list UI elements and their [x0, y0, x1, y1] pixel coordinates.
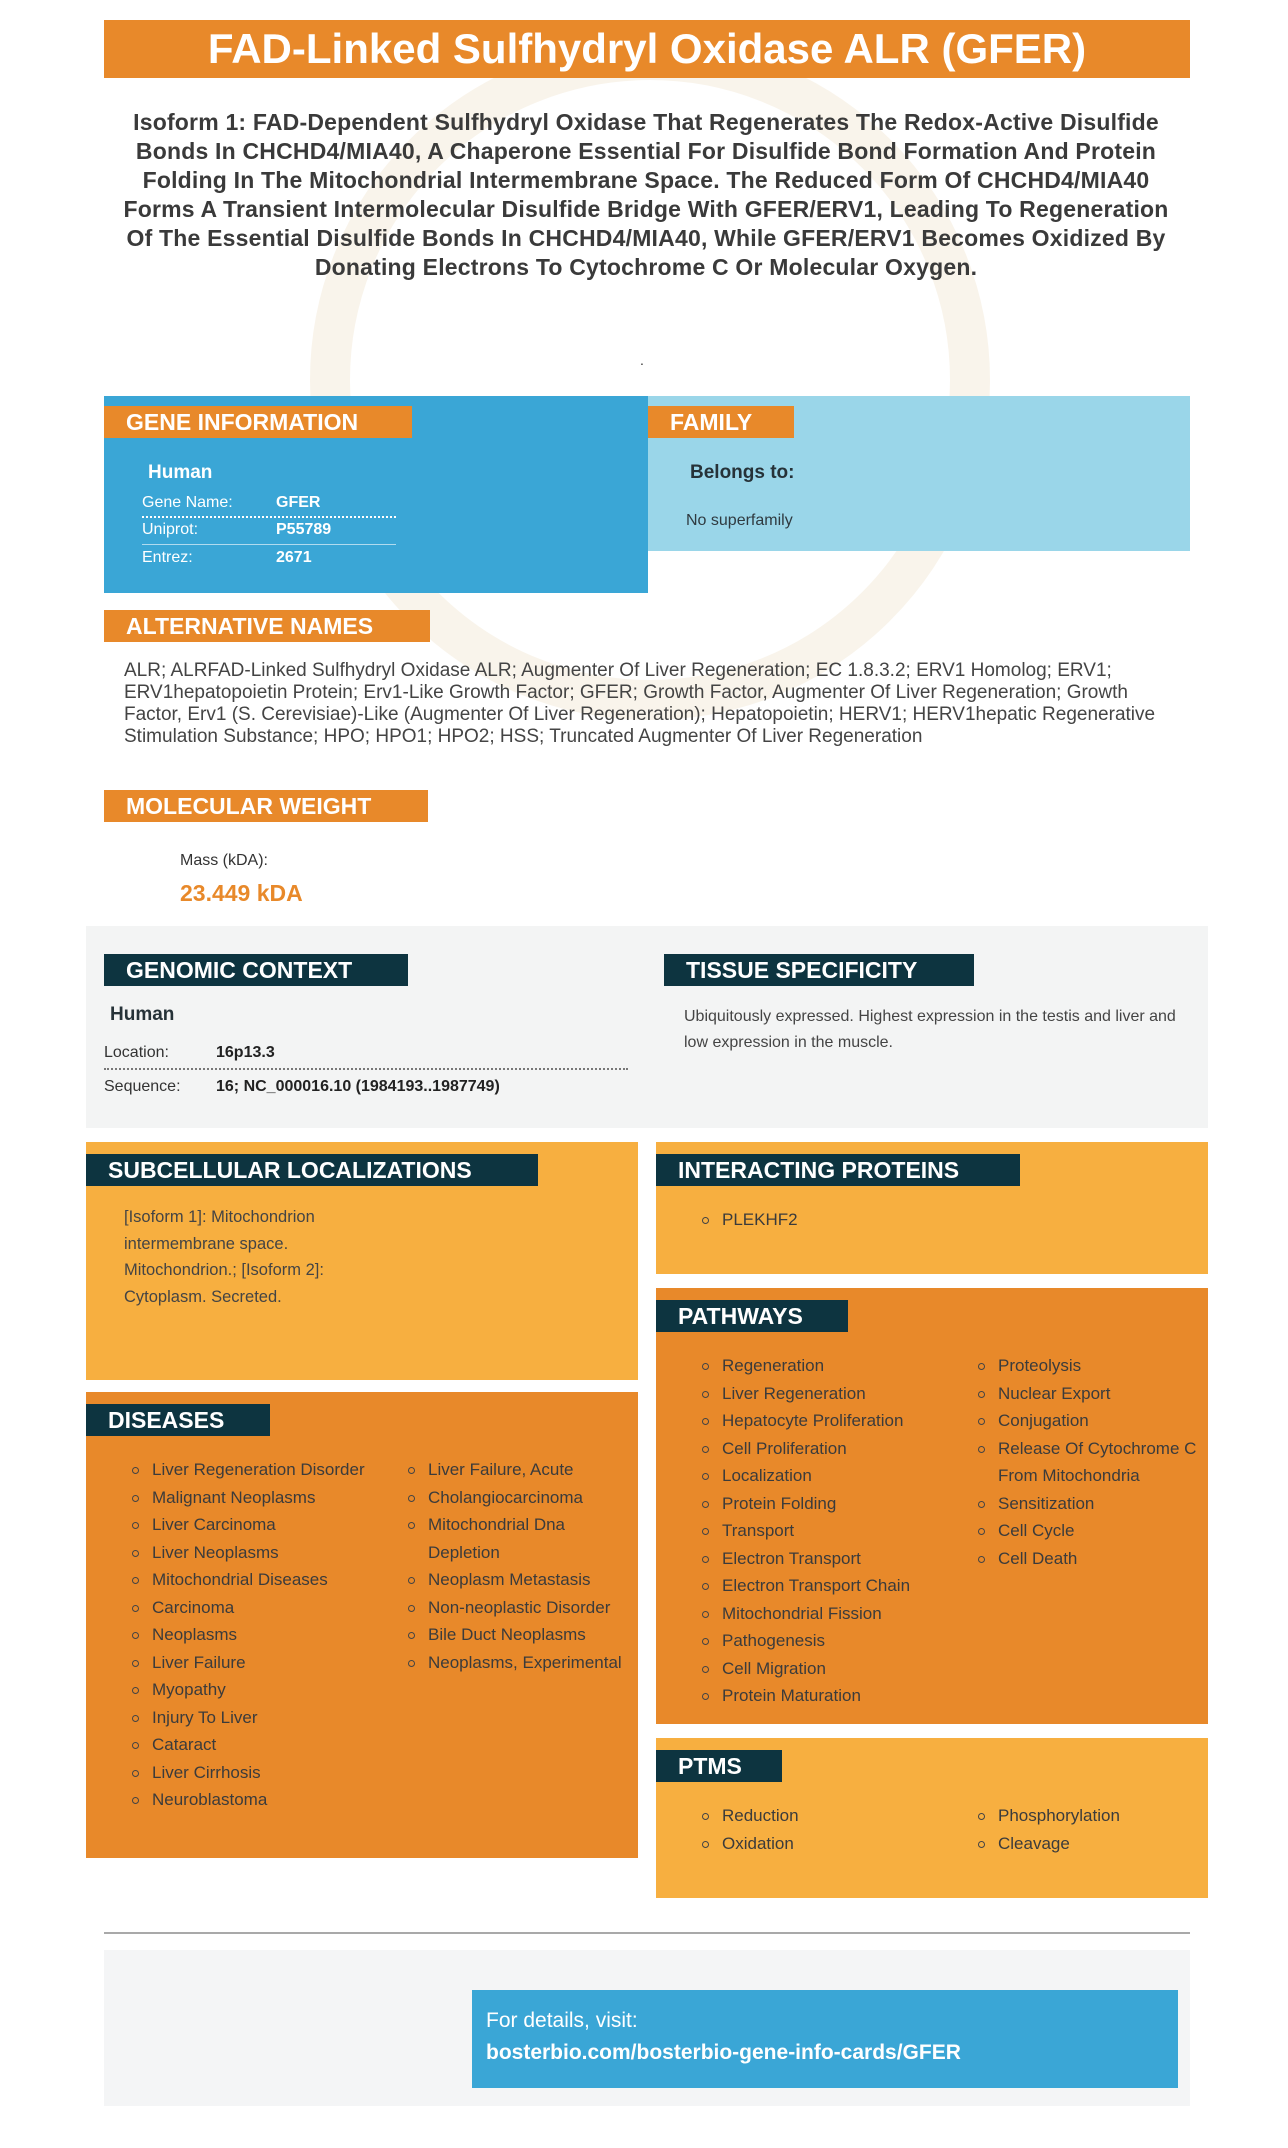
- subcellular-heading: SUBCELLULAR LOCALIZATIONS: [86, 1154, 538, 1186]
- list-item: Neuroblastoma: [128, 1786, 372, 1814]
- ptms-panel: [656, 1738, 1208, 1898]
- list-item: Conjugation: [974, 1407, 1198, 1435]
- family-belongs-label: Belongs to:: [690, 462, 795, 483]
- diseases-heading: DISEASES: [86, 1404, 270, 1436]
- location-divider: [104, 1068, 628, 1070]
- list-item: Electron Transport Chain: [698, 1572, 950, 1600]
- family-heading: FAMILY: [648, 406, 794, 438]
- subcellular-panel: [86, 1142, 638, 1380]
- list-item: Reduction: [698, 1802, 950, 1830]
- tissue-specificity-text: Ubiquitously expressed. Highest expression in the testis and liver and low expression in the muscle.: [684, 1008, 1176, 1051]
- list-item: Carcinoma: [128, 1594, 372, 1622]
- list-item: Liver Regeneration: [698, 1380, 950, 1408]
- interacting-proteins-panel: [656, 1142, 1208, 1274]
- pathways-heading: PATHWAYS: [656, 1300, 848, 1332]
- pathways-list-col1: [698, 1352, 950, 1710]
- page-title: FAD-Linked Sulfhydryl Oxidase ALR (GFER): [104, 20, 1190, 78]
- list-item: Neoplasm Metastasis: [404, 1566, 628, 1594]
- gene-name-label: Gene Name:: [142, 494, 233, 511]
- gene-information-heading: GENE INFORMATION: [104, 406, 412, 438]
- list-item: Injury To Liver: [128, 1704, 372, 1732]
- list-item: Release Of Cytochrome C From Mitochondria: [974, 1435, 1198, 1490]
- list-item: Oxidation: [698, 1830, 950, 1858]
- mass-value: 23.449 kDA: [180, 880, 303, 906]
- list-item: Regeneration: [698, 1352, 950, 1380]
- list-item: Cell Proliferation: [698, 1435, 950, 1463]
- entrez-label: Entrez:: [142, 549, 193, 566]
- footer-divider: [104, 1932, 1190, 1934]
- pathways-list-col2: [974, 1352, 1198, 1572]
- list-item: Liver Regeneration Disorder: [128, 1456, 372, 1484]
- list-item: Localization: [698, 1462, 950, 1490]
- list-item: Protein Folding: [698, 1490, 950, 1518]
- footer-details-label: For details, visit:: [486, 2009, 638, 2032]
- family-panel: [648, 396, 1190, 551]
- interacting-proteins-heading: INTERACTING PROTEINS: [656, 1154, 1020, 1186]
- list-item: Cataract: [128, 1731, 372, 1759]
- uniprot-divider: [142, 544, 396, 545]
- list-item: Transport: [698, 1517, 950, 1545]
- list-item: Nuclear Export: [974, 1380, 1198, 1408]
- gene-information-panel: [104, 396, 648, 593]
- mass-label: Mass (kDA):: [180, 852, 268, 869]
- entrez-value[interactable]: 2671: [276, 549, 312, 566]
- genomic-organism: Human: [110, 1004, 175, 1025]
- list-item: Pathogenesis: [698, 1627, 950, 1655]
- list-item: Sensitization: [974, 1490, 1198, 1518]
- list-item: Non-neoplastic Disorder: [404, 1594, 628, 1622]
- list-item: Cell Migration: [698, 1655, 950, 1683]
- alternative-names-text: ALR; ALRFAD-Linked Sulfhydryl Oxidase ALR; Augmenter Of Liver Regeneration; EC 1.8.3.2; ERV1 Homolog; ERV1; ERV1hepatopoietin Protein; Erv1-Like Growth Factor; GFER; Growth Factor, Augmenter Of Liver Regeneration; Growth Factor, Erv1 (S. Cerevisiae)-Like (Augmenter Of Liver Regeneration); Hepatopoietin; HERV1; HERV1hepatic Regenerative Stimulation Substance; HPO; HPO1; HPO2; HSS; Truncated Augmenter Of Liver Regeneration: [124, 660, 1156, 747]
- gene-name-divider: [142, 516, 396, 518]
- ptms-list-col1: [698, 1802, 950, 1857]
- location-value: 16p13.3: [216, 1044, 275, 1061]
- footer-details-link[interactable]: bosterbio.com/bosterbio-gene-info-cards/GFER: [486, 2041, 961, 2064]
- interacting-proteins-list: [698, 1206, 798, 1234]
- tissue-specificity-heading: TISSUE SPECIFICITY: [664, 954, 974, 986]
- location-label: Location:: [104, 1044, 169, 1061]
- list-item: Malignant Neoplasms: [128, 1484, 372, 1512]
- list-item: Protein Maturation: [698, 1682, 950, 1710]
- diseases-panel: [86, 1392, 638, 1858]
- list-item: Mitochondrial Dna Depletion: [404, 1511, 628, 1566]
- sequence-label: Sequence:: [104, 1078, 181, 1095]
- protein-summary: Isoform 1: FAD-Dependent Sulfhydryl Oxidase That Regenerates The Redox-Active Disulfide Bonds In CHCHD4/MIA40, A Chaperone Essential For Disulfide Bond Formation And Protein Folding In The Mitochondrial Intermembrane Space. The Reduced Form Of CHCHD4/MIA40 Forms A Transient Intermolecular Disulfide Bridge With GFER/ERV1, Leading To Regeneration Of The Essential Disulfide Bonds In CHCHD4/MIA40, While GFER/ERV1 Becomes Oxidized By Donating Electrons To Cytochrome C Or Molecular Oxygen.: [123, 109, 1169, 280]
- list-item: Liver Cirrhosis: [128, 1759, 372, 1787]
- list-item: PLEKHF2: [698, 1206, 798, 1234]
- gene-organism: Human: [148, 462, 213, 483]
- list-item: Liver Carcinoma: [128, 1511, 372, 1539]
- list-item: Cholangiocarcinoma: [404, 1484, 628, 1512]
- ptms-heading: PTMS: [656, 1750, 782, 1782]
- separator-dot: .: [640, 352, 644, 368]
- list-item: Liver Failure: [128, 1649, 372, 1677]
- diseases-list-col2: [404, 1456, 628, 1676]
- diseases-list-col1: [128, 1456, 372, 1814]
- list-item: Cell Death: [974, 1545, 1198, 1573]
- list-item: Mitochondrial Fission: [698, 1600, 950, 1628]
- list-item: Cleavage: [974, 1830, 1198, 1858]
- list-item: Hepatocyte Proliferation: [698, 1407, 950, 1435]
- family-value: No superfamily: [686, 512, 793, 529]
- list-item: Neoplasms, Experimental: [404, 1649, 628, 1677]
- molecular-weight-heading: MOLECULAR WEIGHT: [104, 790, 428, 822]
- list-item: Cell Cycle: [974, 1517, 1198, 1545]
- subcellular-text: [Isoform 1]: Mitochondrion intermembrane space. Mitochondrion.; [Isoform 2]: Cytoplasm. Secreted.: [124, 1208, 324, 1306]
- pathways-panel: [656, 1288, 1208, 1724]
- footer-details-box[interactable]: [472, 1990, 1178, 2088]
- list-item: Phosphorylation: [974, 1802, 1198, 1830]
- sequence-value: 16; NC_000016.10 (1984193..1987749): [216, 1078, 500, 1095]
- list-item: Bile Duct Neoplasms: [404, 1621, 628, 1649]
- list-item: Neoplasms: [128, 1621, 372, 1649]
- list-item: Electron Transport: [698, 1545, 950, 1573]
- genomic-context-heading: GENOMIC CONTEXT: [104, 954, 408, 986]
- uniprot-label: Uniprot:: [142, 521, 199, 538]
- list-item: Liver Neoplasms: [128, 1539, 372, 1567]
- gene-name-value: GFER: [276, 494, 321, 511]
- list-item: Proteolysis: [974, 1352, 1198, 1380]
- uniprot-value[interactable]: P55789: [276, 521, 332, 538]
- list-item: Liver Failure, Acute: [404, 1456, 628, 1484]
- list-item: Mitochondrial Diseases: [128, 1566, 372, 1594]
- alternative-names-heading: ALTERNATIVE NAMES: [104, 610, 430, 642]
- ptms-list-col2: [974, 1802, 1198, 1857]
- list-item: Myopathy: [128, 1676, 372, 1704]
